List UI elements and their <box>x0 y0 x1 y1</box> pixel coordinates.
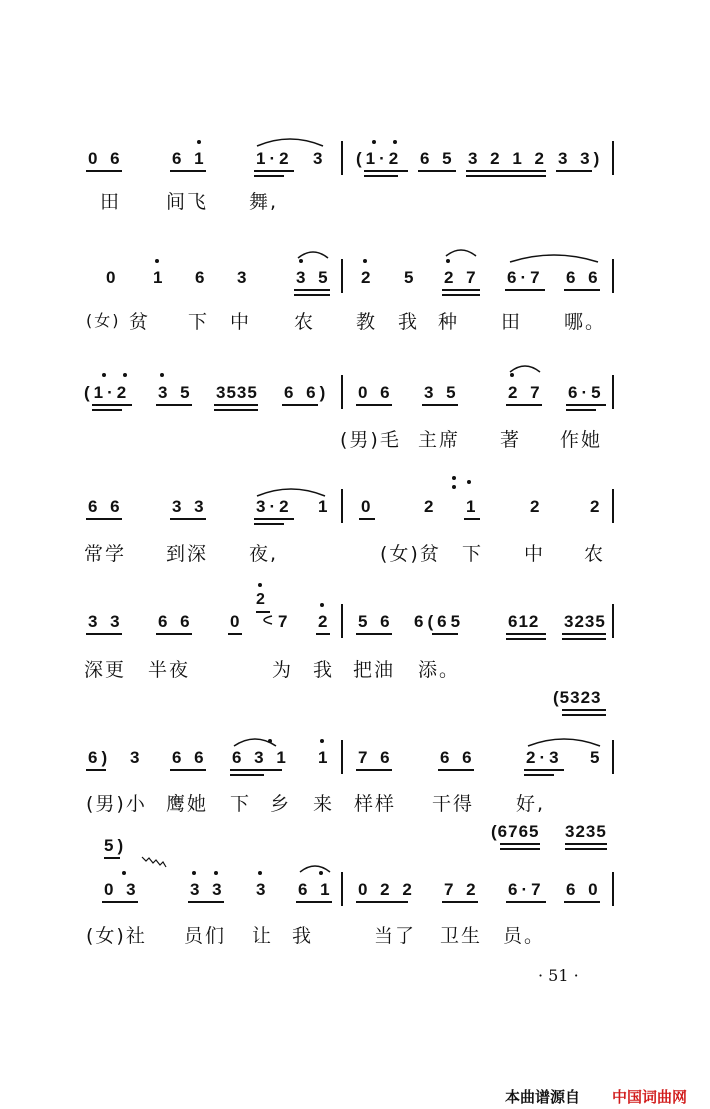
lyric: 下 <box>188 311 210 333</box>
underline <box>282 404 318 406</box>
barline <box>612 375 614 409</box>
underline <box>556 170 592 172</box>
underline <box>505 289 545 291</box>
underline <box>230 769 282 771</box>
underline <box>432 633 458 635</box>
footer-source-label: 本曲谱源自 <box>505 1088 581 1106</box>
note-group: 5 6 <box>358 612 394 631</box>
underline <box>356 769 392 771</box>
lyric: 深更 <box>84 659 127 681</box>
underline <box>156 404 192 406</box>
underline <box>562 709 606 711</box>
underline <box>156 633 192 635</box>
note-group: 6·7 <box>508 880 545 899</box>
octave-dot <box>123 373 127 377</box>
underline <box>254 175 284 177</box>
underline <box>506 633 546 635</box>
underline <box>500 843 540 845</box>
underline <box>102 901 138 903</box>
underline <box>506 901 546 903</box>
note-group: 3 3) <box>558 149 604 168</box>
underline <box>562 714 606 716</box>
underline <box>254 518 294 520</box>
lyric: (男)毛 <box>340 429 401 451</box>
octave-dot <box>393 140 397 144</box>
note: 2 <box>424 497 438 516</box>
underline <box>442 289 480 291</box>
note: 0 <box>106 268 120 287</box>
octave-dot <box>363 259 367 263</box>
note-group: 3535 <box>216 383 258 402</box>
note-group: 6) <box>88 748 112 767</box>
slur <box>255 134 325 148</box>
note: 0 <box>230 612 244 631</box>
lyric: 干得 <box>432 793 475 815</box>
underline <box>356 901 408 903</box>
lyric: 添。 <box>418 659 461 681</box>
note: 2 <box>530 497 544 516</box>
note-group: 0 3 <box>104 880 140 899</box>
note-group: 3·2 <box>256 497 293 516</box>
note: 2 <box>318 612 332 631</box>
octave-dot <box>372 140 376 144</box>
octave-dot <box>192 871 196 875</box>
lyric: 我 <box>292 925 314 947</box>
note: 3 <box>256 880 270 899</box>
note-group: 7 6 <box>358 748 394 767</box>
note: 1 <box>318 748 332 767</box>
underline <box>418 170 456 172</box>
note-group: 3 2 1 2 <box>468 149 548 168</box>
underline <box>466 175 546 177</box>
note-group: 3 <box>313 149 327 168</box>
underline <box>214 409 258 411</box>
note: 1 <box>318 497 332 516</box>
lyric: 贫 <box>129 311 151 333</box>
note-group: 0 2 2 <box>358 880 416 899</box>
octave-dot <box>155 259 159 263</box>
note-group: 3 5 <box>158 383 194 402</box>
lyric: 样样 <box>354 793 397 815</box>
octave-dot <box>320 603 324 607</box>
note-group: 6 6 <box>172 748 208 767</box>
lyric: 主席 <box>418 429 461 451</box>
lyric: 哪。 <box>564 311 607 333</box>
note-group: 3 3 <box>172 497 208 516</box>
lyric: 夜, <box>249 543 279 565</box>
barline <box>341 259 343 293</box>
underline <box>564 901 600 903</box>
lyric: 农 <box>584 543 606 565</box>
underline <box>356 404 392 406</box>
note-group: (1·2 <box>356 149 403 168</box>
underline <box>86 518 122 520</box>
lyric: (女)社 <box>86 925 147 947</box>
lyric: 间飞 <box>166 191 209 213</box>
underline <box>92 404 132 406</box>
note-group: 2 7 <box>508 383 544 402</box>
note-group: 612 <box>508 612 540 631</box>
lyric: 我 <box>313 659 335 681</box>
note-group: 3235 <box>564 612 606 631</box>
slur <box>298 862 332 874</box>
note: 2 <box>590 497 604 516</box>
underline <box>228 633 242 635</box>
octave-dot <box>197 140 201 144</box>
underline <box>104 857 120 859</box>
lyric: 卫生 <box>440 925 483 947</box>
lyric: 半夜 <box>148 659 191 681</box>
footer-site-link[interactable]: 中国词曲网 <box>612 1088 688 1106</box>
underline <box>86 769 106 771</box>
barline <box>612 141 614 175</box>
note-group: (6765 <box>491 822 540 841</box>
note: 0 <box>361 497 375 516</box>
lyric: 作她 <box>560 429 603 451</box>
slur <box>508 362 542 374</box>
note-group: 6 1 <box>298 880 334 899</box>
note-group: 0 6 <box>88 149 124 168</box>
note-group: 6 6 <box>440 748 476 767</box>
lyric: 当了 <box>374 925 417 947</box>
note-group: 6 1 <box>172 149 208 168</box>
barline <box>341 604 343 638</box>
note-group: 5) <box>104 836 128 855</box>
note-group: 3 3 <box>190 880 226 899</box>
note-group: (1·2 <box>84 383 131 402</box>
lyric: 员们 <box>184 925 227 947</box>
underline <box>256 611 270 613</box>
note: 1 <box>153 268 167 287</box>
underline <box>254 523 284 525</box>
lyric: 来 <box>313 793 335 815</box>
underline <box>438 769 474 771</box>
underline <box>316 633 330 635</box>
note-group: 3 5 <box>424 383 460 402</box>
underline <box>422 404 458 406</box>
underline <box>294 294 330 296</box>
slur <box>255 484 327 498</box>
underline <box>92 409 122 411</box>
lyric: 员。 <box>503 925 546 947</box>
octave-dot <box>122 871 126 875</box>
underline <box>506 638 546 640</box>
lyric: (女)贫 <box>380 543 441 565</box>
octave-dot <box>446 259 450 263</box>
octave-dot <box>214 871 218 875</box>
note-group: 6·5 <box>568 383 605 402</box>
underline <box>565 848 607 850</box>
note-group: 2 7 <box>444 268 480 287</box>
note-group: 6 6 <box>566 268 602 287</box>
lyric: 好, <box>516 793 546 815</box>
note-group: 3235 <box>565 822 607 841</box>
note-group: 2·3 <box>526 748 563 767</box>
underline <box>524 769 564 771</box>
note: 5 <box>590 748 604 767</box>
barline <box>612 604 614 638</box>
underline <box>296 901 332 903</box>
note: 2 <box>361 268 375 287</box>
barline <box>612 740 614 774</box>
barline <box>612 872 614 906</box>
note-group: 3 3 <box>88 612 124 631</box>
note-group: 7 2 <box>444 880 480 899</box>
lyric: 到深 <box>166 543 209 565</box>
barline <box>341 740 343 774</box>
barline <box>341 489 343 523</box>
lyric: 把油 <box>353 659 396 681</box>
lyric: 鹰她 <box>166 793 209 815</box>
lyric: 种 <box>438 311 460 333</box>
grace-dot <box>452 476 456 480</box>
octave-dot <box>258 583 262 587</box>
underline <box>86 170 122 172</box>
lyric: (男)小 <box>86 793 147 815</box>
note-group: 6 3 1 <box>232 748 290 767</box>
note-group: 0 6 <box>358 383 394 402</box>
note: 7 <box>278 612 292 631</box>
lyric: 中 <box>524 543 546 565</box>
slur <box>232 734 278 748</box>
underline <box>442 901 478 903</box>
lyric: 田 <box>501 311 523 333</box>
lyric: 常学 <box>84 543 127 565</box>
octave-dot <box>102 373 106 377</box>
note-group: 6 6) <box>284 383 330 402</box>
grace-dot <box>452 485 456 489</box>
underline <box>565 843 607 845</box>
slur <box>296 248 330 260</box>
note-group: 6(65 <box>414 612 465 631</box>
underline <box>364 170 408 172</box>
lyric: 著 <box>500 429 522 451</box>
note: 1 <box>466 497 480 516</box>
note-group: 6 5 <box>420 149 456 168</box>
underline <box>170 170 206 172</box>
note: 3 <box>130 748 144 767</box>
underline <box>214 404 258 406</box>
note-group: (5323 <box>553 688 602 707</box>
barline <box>612 489 614 523</box>
lyric: 中 <box>230 311 252 333</box>
lyric: 舞, <box>249 191 279 213</box>
underline <box>188 901 224 903</box>
underline <box>230 774 264 776</box>
barline <box>341 375 343 409</box>
underline <box>500 848 540 850</box>
note: 5 <box>404 268 418 287</box>
underline <box>562 638 606 640</box>
note: 3 <box>237 268 251 287</box>
underline <box>464 518 480 520</box>
note-group: 6·7 <box>507 268 544 287</box>
underline <box>254 170 294 172</box>
lyric: 为 <box>272 659 294 681</box>
underline <box>506 404 542 406</box>
underline <box>86 633 122 635</box>
lyric: 下 <box>462 543 484 565</box>
grace-note: 2 <box>256 591 269 608</box>
page-number: · 51 · <box>538 966 579 985</box>
underline <box>356 633 392 635</box>
octave-dot <box>467 480 471 484</box>
note-group: 1·2 <box>256 149 293 168</box>
underline <box>466 170 546 172</box>
lyric: 乡 <box>270 793 292 815</box>
grace-slur <box>254 614 274 626</box>
underline <box>566 409 596 411</box>
lyric: 下 <box>230 793 252 815</box>
slur <box>508 250 600 264</box>
underline <box>564 289 600 291</box>
slur <box>444 246 478 258</box>
note-group: 3 5 <box>296 268 332 287</box>
lyric: 教 <box>356 311 378 333</box>
underline <box>294 289 330 291</box>
slur <box>526 734 602 748</box>
lyric: 让 <box>252 925 274 947</box>
octave-dot <box>258 871 262 875</box>
underline <box>364 175 398 177</box>
underline <box>562 633 606 635</box>
lyric: 田 <box>100 191 122 213</box>
lyric: 农 <box>294 311 316 333</box>
trill-mark <box>140 855 168 871</box>
barline <box>341 872 343 906</box>
note-group: 6 0 <box>566 880 602 899</box>
underline <box>566 404 606 406</box>
octave-dot <box>160 373 164 377</box>
lyric: (女) <box>86 311 121 330</box>
underline <box>170 518 206 520</box>
underline <box>359 518 375 520</box>
note-group: 6 6 <box>88 497 124 516</box>
note: 6 <box>195 268 209 287</box>
octave-dot <box>320 739 324 743</box>
underline <box>442 294 480 296</box>
barline <box>341 141 343 175</box>
underline <box>170 769 206 771</box>
note-group: 6 6 <box>158 612 194 631</box>
barline <box>612 259 614 293</box>
underline <box>524 774 554 776</box>
lyric: 我 <box>398 311 420 333</box>
